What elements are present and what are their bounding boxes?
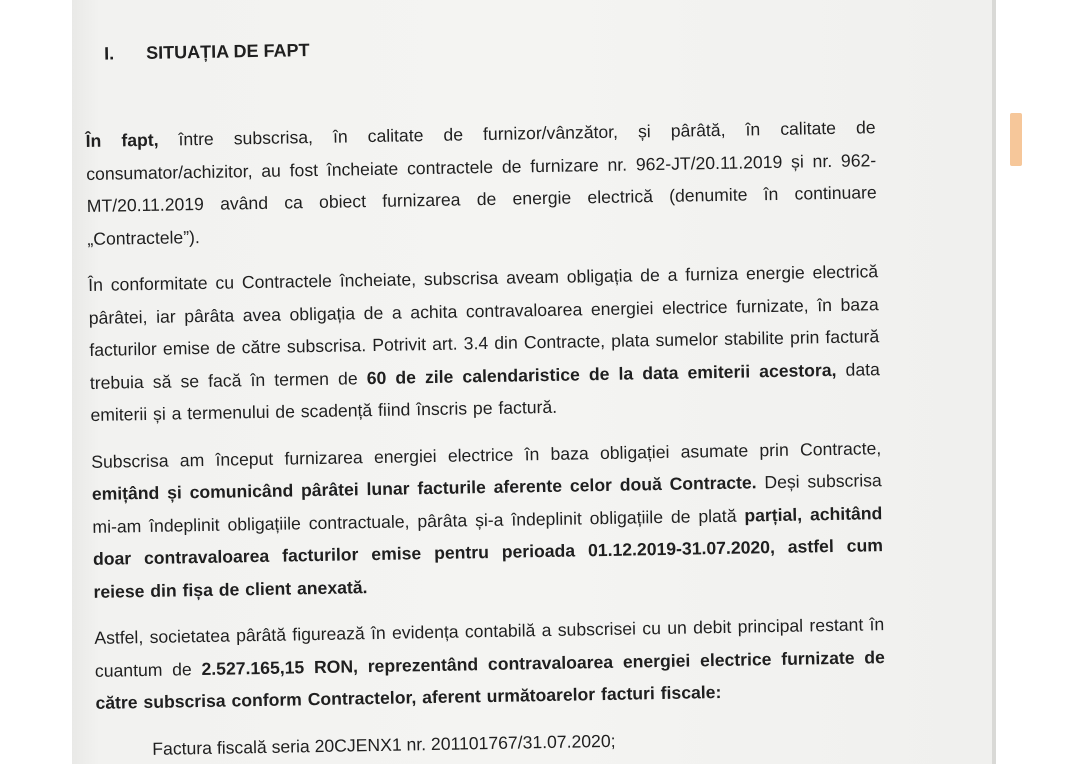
paragraph-1-text: între subscrisa, în calitate de furnizor/vânzător, și pârâtă, în calitate de consumator/achizitor, au fost încheiate contractele de furnizare nr. 962-JT/20.11.2019 și nr. 962-MT/20.11.2019 având ca obiect furnizarea de energie electrică (denumite în continuare „Contractele”). <box>86 117 877 249</box>
paragraph-3 <box>91 432 884 608</box>
page-edge <box>992 0 996 764</box>
paragraph-2-text-2: data emiterii și a termenului de scadență fiind înscris pe factură. <box>90 358 880 425</box>
paragraph-1-lead: În fapt, <box>85 129 159 151</box>
paragraph-3-bold-2: parțial, achitând doar contravaloarea facturilor emise pentru perioada 01.12.2019-31.07.2020, astfel cum reiese din fișa de client anexată. <box>92 502 884 602</box>
paragraph-3-bold-1: emițând și comunicând pârâtei lunar facturile aferente celor două Contracte. <box>91 472 757 504</box>
section-title: SITUAȚIA DE FAPT <box>145 40 310 63</box>
sticky-tab-marker <box>1010 113 1022 166</box>
paragraph-4-text-1: Astfel, societatea pârâtă figurează în evidența contabilă a subscrisei cu un debit principal restant în cuantum de <box>94 614 885 681</box>
paragraph-2 <box>88 255 881 431</box>
paragraph-4-bold-1: 2.527.165,15 RON, reprezentând contravaloarea energiei electrice furnizate de către subscrisa conform Contractelor, aferent următoarelor facturi fiscale: <box>95 646 885 713</box>
paragraph-2-bold-1: 60 de zile calendaristice de la data emiterii acestora, <box>366 359 837 388</box>
document-content <box>84 30 886 765</box>
paragraph-2-text-1: În conformitate cu Contractele încheiate, subscrisa aveam obligația de a furniza energie electrică pârâtei, iar pârâta avea obligația de a achita contravaloarea energiei electrice furnizate, în baza facturilor emise de către subscrisa. Potrivit art. 3.4 din Contracte, plata sumelor stabilite prin factură trebuia să se facă în termen de <box>88 261 880 393</box>
paragraph-3-text-2: Deși subscrisa mi-am îndeplinit obligațiile contractuale, pârâta și-a îndeplinit obligațiile de plată <box>92 470 882 537</box>
paragraph-4 <box>94 608 886 719</box>
paragraph-1 <box>85 111 877 255</box>
section-number: I. <box>103 43 115 64</box>
paragraph-3-text-1: Subscrisa am început furnizarea energiei electrice în baza obligației asumate prin Contracte, <box>91 437 882 472</box>
invoice-list-item: Factura fiscală seria 20CJENX1 nr. 201101767/31.07.2020; <box>152 730 616 759</box>
